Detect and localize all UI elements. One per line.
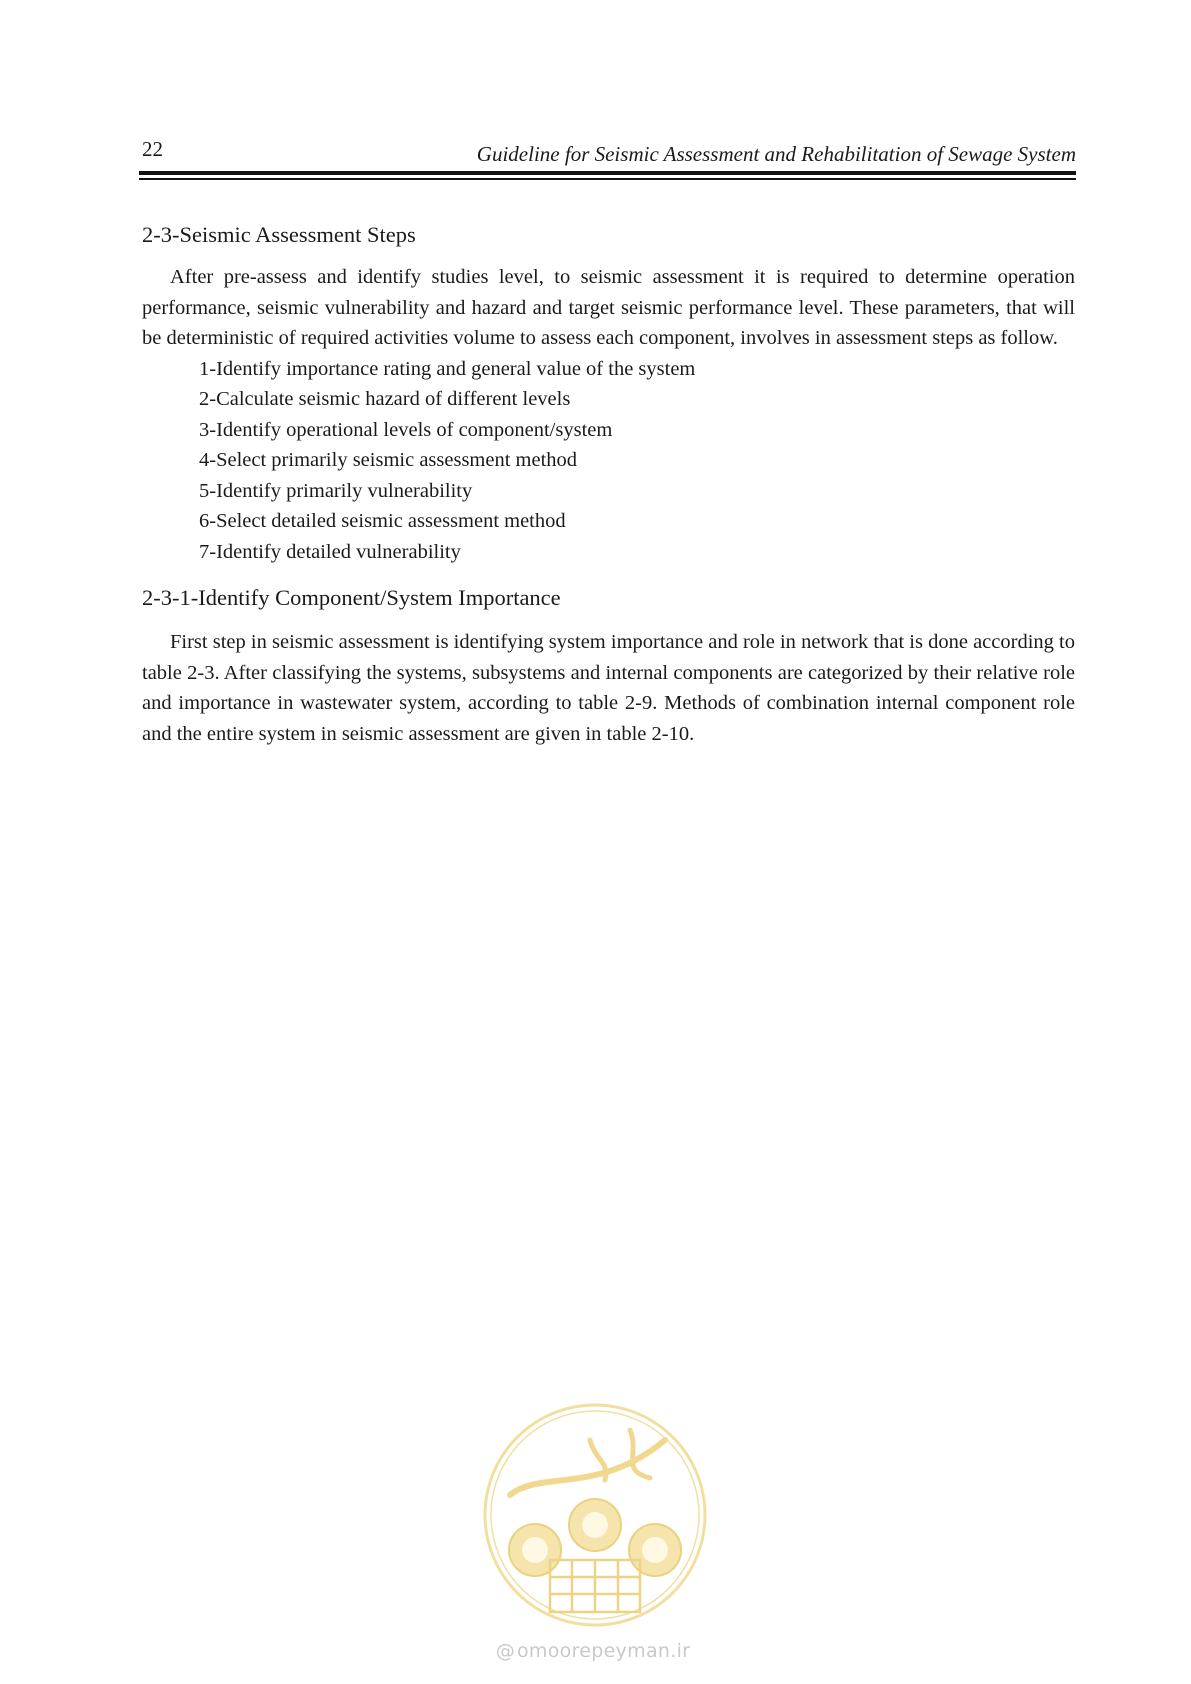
step-item: 3-Identify operational levels of component/system (199, 418, 613, 441)
assessment-steps-list (142, 354, 1075, 568)
running-header: Guideline for Seismic Assessment and Rehabilitation of Sewage System (476, 142, 1076, 166)
header-rule-thin (139, 178, 1076, 180)
section-intro-paragraph: After pre-assess and identify studies level, to seismic assessment it is required to determine operation performance, seismic vulnerability and hazard and target seismic performance level. These parameters, that will be deterministic of required activities volume to assess each component, involves in assessment steps as follow. (142, 266, 1075, 349)
step-item: 6-Select detailed seismic assessment method (199, 510, 566, 532)
step-item: 1-Identify importance rating and general value of the system (199, 357, 696, 380)
step-item: 2-Calculate seismic hazard of different levels (199, 388, 571, 410)
step-item: 7-Identify detailed vulnerability (199, 540, 461, 563)
subsection-heading: 2-3-1-Identify Component/System Importance (142, 585, 561, 610)
header-rule-thick (139, 171, 1076, 175)
step-item: 5-Identify primarily vulnerability (199, 479, 473, 502)
watermark-seal-logo (480, 1400, 710, 1630)
at-icon: @ (495, 1640, 515, 1662)
step-item: 4-Select primarily seismic assessment method (199, 449, 578, 471)
watermark-caption-text: omoorepeyman.ir (517, 1640, 691, 1662)
watermark-caption (488, 1640, 698, 1662)
section-heading: 2-3-Seismic Assessment Steps (142, 222, 416, 247)
page-content (142, 220, 1075, 749)
subsection-body-paragraph: First step in seismic assessment is identifying system importance and role in network that is done according to table 2-3. After classifying the systems, subsystems and internal components are categorized by their relative role and importance in wastewater system, according to table 2-9. Methods of combination internal component role and the entire system in seismic assessment are given in table 2-10. (142, 631, 1075, 745)
page-number: 22 (142, 137, 163, 161)
